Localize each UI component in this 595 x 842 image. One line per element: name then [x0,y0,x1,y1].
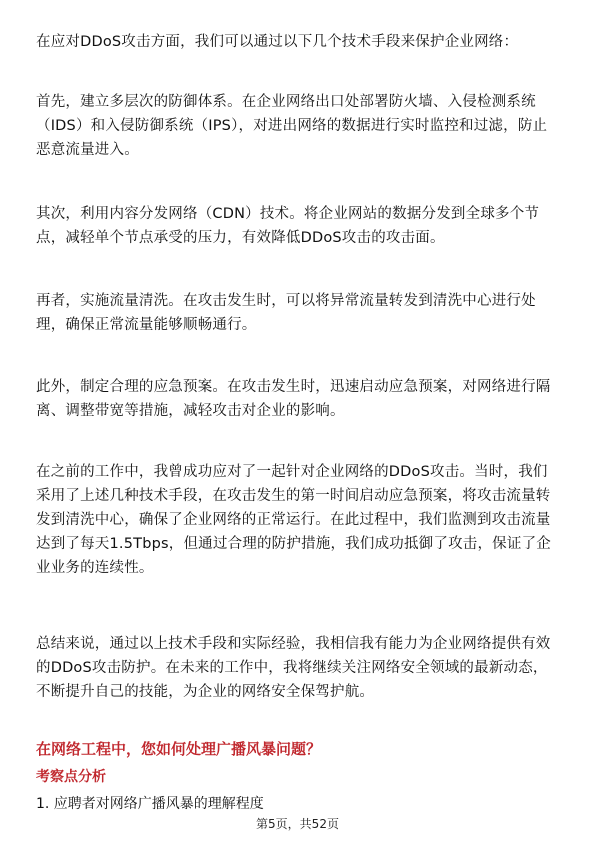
list-item: 1. 应聘者对网络广播风暴的理解程度 [36,796,264,812]
paragraph-emergency-plan: 此外，制定合理的应急预案。在攻击发生时，迅速启动应急预案，对网络进行隔离、调整带宽等措施，减轻攻击对企业的影响。 [36,379,551,419]
paragraph-cdn: 其次，利用内容分发网络（CDN）技术。将企业网站的数据分发到全球多个节点，减轻单个节点承受的压力，有效降低DDoS攻击的攻击面。 [36,206,540,246]
paragraph-summary: 总结来说，通过以上技术手段和实际经验，我相信我有能力为企业网络提供有效的DDoS攻击防护。在未来的工作中，我将继续关注网络安全领域的最新动态，不断提升自己的技能，为企业的网络安全保驾护航。 [36,636,551,700]
paragraph-first-measure: 首先，建立多层次的防御体系。在企业网络出口处部署防火墙、入侵检测系统（IDS）和入侵防御系统（IPS），对进出网络的数据进行实时监控和过滤，防止恶意流量进入。 [36,94,548,158]
paragraph-traffic-cleaning: 再者，实施流量清洗。在攻击发生时，可以将异常流量转发到清洗中心进行处理，确保正常流量能够顺畅通行。 [36,293,536,333]
intro-paragraph: 在应对DDoS攻击方面，我们可以通过以下几个技术手段来保护企业网络： [36,34,519,50]
question-title: 在网络工程中，您如何处理广播风暴问题？ [36,740,322,758]
section-heading: 考察点分析 [36,769,106,785]
page-number: 第5页，共52页 [256,817,339,831]
paragraph-experience: 在之前的工作中，我曾成功应对了一起针对企业网络的DDoS攻击。当时，我们采用了上述几种技术手段，在攻击发生的第一时间启动应急预案，将攻击流量转发到清洗中心，确保了企业网络的正常运行。在此过程中，我们监测到攻击流量达到了每天1.5Tbps，但通过合理的防护措施，我们成功抵御了攻击，保证了企业业务的连续性。 [36,464,551,576]
